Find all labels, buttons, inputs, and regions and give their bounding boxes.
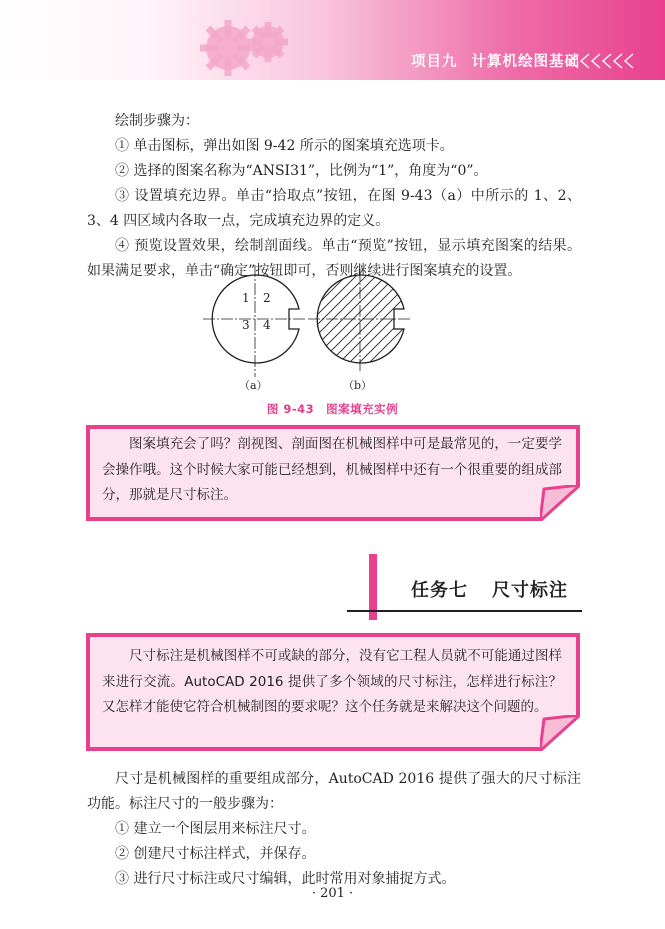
task-number: 任务七 <box>411 580 468 601</box>
quadrant-3-label: 3 <box>242 318 250 332</box>
task-title: 尺寸标注 <box>492 580 568 601</box>
quadrant-2-label: 2 <box>263 291 271 305</box>
page-number: · 201 · <box>311 886 354 901</box>
page-curl-icon <box>540 485 580 521</box>
tip-note-text: 图案填充会了吗？剖视图、剖面图在机械图样中可是最常见的，一定要学会操作哦。这个时候大家可能已经想到，机械图样中还有一个很重要的组成部分，那就是尺寸标注。 <box>102 436 562 503</box>
intro-note-box <box>86 633 580 751</box>
gear-icon <box>190 4 300 80</box>
header-project: 项目九 <box>411 54 458 70</box>
task-heading <box>411 576 568 602</box>
figure-a-label: （a） <box>239 379 268 392</box>
quadrant-1-label: 1 <box>242 291 250 305</box>
page-header <box>0 0 665 80</box>
page-curl-icon <box>540 715 580 751</box>
steps-intro: 绘制步骤为： <box>115 113 199 129</box>
figure-caption: 图 9-43 图案填充实例 <box>266 402 399 416</box>
dimension-step-3: ③ 进行尺寸标注或尺寸编辑，此时常用对象捕捉方式。 <box>115 871 456 887</box>
tip-note-box <box>86 425 580 521</box>
step-1: ① 单击图标，弹出如图 9-42 所示的图案填充选项卡。 <box>115 138 454 154</box>
chevron-left-icon <box>568 52 644 70</box>
quadrant-4-label: 4 <box>263 318 271 332</box>
figure-a-outline <box>203 265 307 377</box>
figure-b-label: （b） <box>343 379 373 392</box>
step-4: ④ 预览设置效果，绘制剖面线。单击“预览”按钮，显示填充图案的结果。如果满足要求，单击“确定”按钮即可，否则继续进行图案填充的设置。 <box>87 238 581 279</box>
dimension-step-2: ② 创建尺寸标注样式，并保存。 <box>115 846 316 862</box>
dimension-intro-paragraph: 尺寸是机械图样的重要组成部分，AutoCAD 2016 提供了强大的尺寸标注功能。标注尺寸的一般步骤为： <box>87 771 581 812</box>
intro-note-text: 尺寸标注是机械图样不可或缺的部分，没有它工程人员就不可能通过图样来进行交流。AutoCAD 2016 提供了多个领域的尺寸标注，怎样进行标注？又怎样才能使它符合机械制图的要求呢？这个任务就是来解决这个问题的。 <box>102 648 562 715</box>
step-2: ② 选择的图案名称为“ANSI31”，比例为“1”，角度为“0”。 <box>115 163 488 179</box>
figure-hatch-example <box>195 265 455 395</box>
step-3: ③ 设置填充边界。单击“拾取点”按钮，在图 9-43（a）中所示的 1、2、3、4 四区域内各取一点，完成填充边界的定义。 <box>87 188 581 229</box>
task-heading-rule <box>347 610 582 612</box>
dimension-step-1: ① 建立一个图层用来标注尺寸。 <box>115 821 316 837</box>
figure-drawing <box>195 265 455 380</box>
header-chapter-title: 计算机绘图基础 <box>471 54 580 70</box>
